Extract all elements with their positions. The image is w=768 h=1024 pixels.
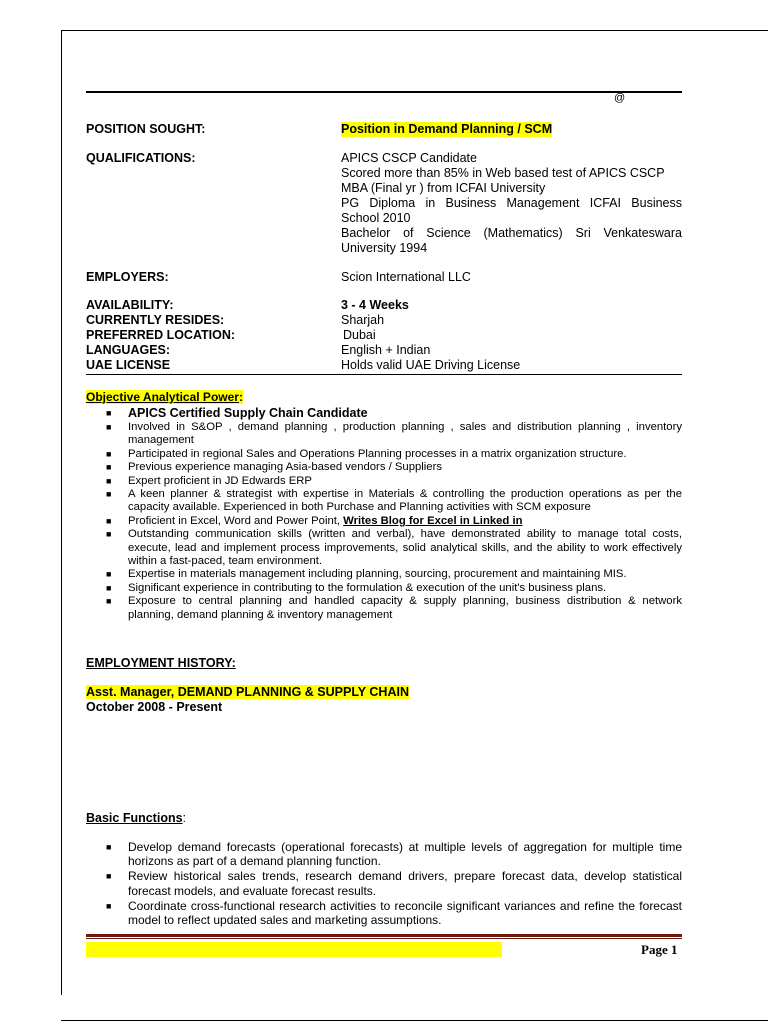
page-border-left [61,30,62,995]
qualifications-list [341,151,682,256]
list-item: ■ Review historical sales trends, research demand drivers, prepare forecast data, develop statistical forecast models, and evaluate forecast results. [106,869,682,898]
currently-resides-label: CURRENTLY RESIDES: [86,313,225,327]
list-item: ■ Involved in S&OP , demand planning , production planning , sales and distribution planning , inventory management [106,421,682,447]
qualification-line: MBA (Final yr ) from ICFAI University [341,181,546,195]
objective-heading [86,390,243,404]
list-item: ■ Develop demand forecasts (operational forecasts) at multiple levels of aggregation for multiple time horizons as part of a demand planning function. [106,840,682,869]
basic-functions-list [86,840,682,928]
list-item: ■ APICS Certified Supply Chain Candidate [106,406,368,420]
bullet-icon: ■ [106,582,112,593]
list-item: ■ A keen planner & strategist with expertise in Materials & controlling the production operations as per the capacity available. Experienced in both Purchase and Planning activities with SCM exposure [106,488,682,514]
employers-value: Scion International LLC [341,270,471,284]
header-rule [86,91,682,93]
position-sought-label: POSITION SOUGHT: [86,122,206,136]
bullet-icon: ■ [106,900,112,911]
list-item: ■ Outstanding communication skills (written and verbal), have demonstrated ability to manage total costs, execute, lead and implement process improvements, solid analytical skills, and the ability to work effectively within a fast-paced, team environment. [106,528,682,568]
bullet-icon: ■ [106,489,112,500]
bullet-icon: ■ [106,422,112,432]
list-item: ■ Previous experience managing Asia-based vendors / Suppliers [106,461,442,474]
bullet-icon: ■ [106,569,112,580]
footer-rule-thin [86,938,682,939]
basic-functions-heading: Basic Functions: [86,811,187,825]
bullet-icon: ■ [106,462,112,473]
bullet-icon: ■ [106,475,112,486]
preferred-location-label: PREFERRED LOCATION: [86,328,236,342]
list-item: ■ Proficient in Excel, Word and Power Point, Writes Blog for Excel in Linked in [106,514,523,527]
page-number: Page 1 [641,942,678,957]
uae-license-label: UAE LICENSE [86,358,171,372]
list-item: ■ Significant experience in contributing to the formulation & execution of the unit's business plans. [106,581,607,594]
qualification-line: Bachelor of Science (Mathematics) Sri Venkateswara University 1994 [341,226,682,255]
availability-label: AVAILABILITY: [86,298,174,312]
bullet-icon: ■ [106,529,112,540]
list-item: ■ Expert proficient in JD Edwards ERP [106,474,312,487]
position-sought-value: Position in Demand Planning / SCM [341,122,553,136]
qualifications-label: QUALIFICATIONS: [86,151,196,165]
bullet-icon: ■ [106,408,112,418]
uae-license-value: Holds valid UAE Driving License [341,358,521,372]
bullet-icon: ■ [106,448,112,459]
list-item: ■ Coordinate cross-functional research activities to reconcile significant variances and refine the forecast model to reflect updated sales and marketing assumptions. [106,898,682,928]
bullet-icon: ■ [106,842,112,852]
objective-list [86,406,682,622]
languages-value: English + Indian [341,343,431,357]
objective-heading-text: Objective Analytical Power [86,390,239,404]
list-item: ■ Expertise in materials management including planning, sourcing, procurement and maintaining MIS. [106,568,627,581]
job-dates: October 2008 - Present [86,700,223,714]
list-item: ■ Exposure to central planning and handled capacity & supply planning, business distribution & network planning, demand planning & inventory management [106,595,682,621]
qualification-line: Scored more than 85% in Web based test of APICS CSCP [341,166,665,180]
job-title: Asst. Manager, DEMAND PLANNING & SUPPLY CHAIN [86,685,409,699]
bullet-icon: ■ [106,596,112,607]
footer-rule-thick [86,934,682,937]
page-border-top [61,30,768,31]
qualification-line: APICS CSCP Candidate [341,151,477,165]
languages-label: LANGUAGES: [86,343,171,357]
employment-history-heading: EMPLOYMENT HISTORY: [86,656,236,670]
header-at-symbol: @ [614,92,626,104]
bullet-icon: ■ [106,515,112,526]
blog-link[interactable]: Writes Blog for Excel in Linked in [343,514,523,527]
footer-highlight-bar [86,942,502,957]
currently-resides-value: Sharjah [341,313,385,327]
preferred-location-value: Dubai [343,328,376,342]
list-item: ■ Participated in regional Sales and Operations Planning processes in a matrix organization structure. [106,447,627,460]
objective-heading-colon: : [238,390,243,404]
bullet-icon: ■ [106,871,112,882]
availability-value: 3 - 4 Weeks [341,298,409,312]
qualification-line: PG Diploma in Business Management ICFAI Business School 2010 [341,196,682,225]
section-rule [86,374,682,375]
employers-label: EMPLOYERS: [86,270,169,284]
page-border-bottom [61,1020,768,1021]
